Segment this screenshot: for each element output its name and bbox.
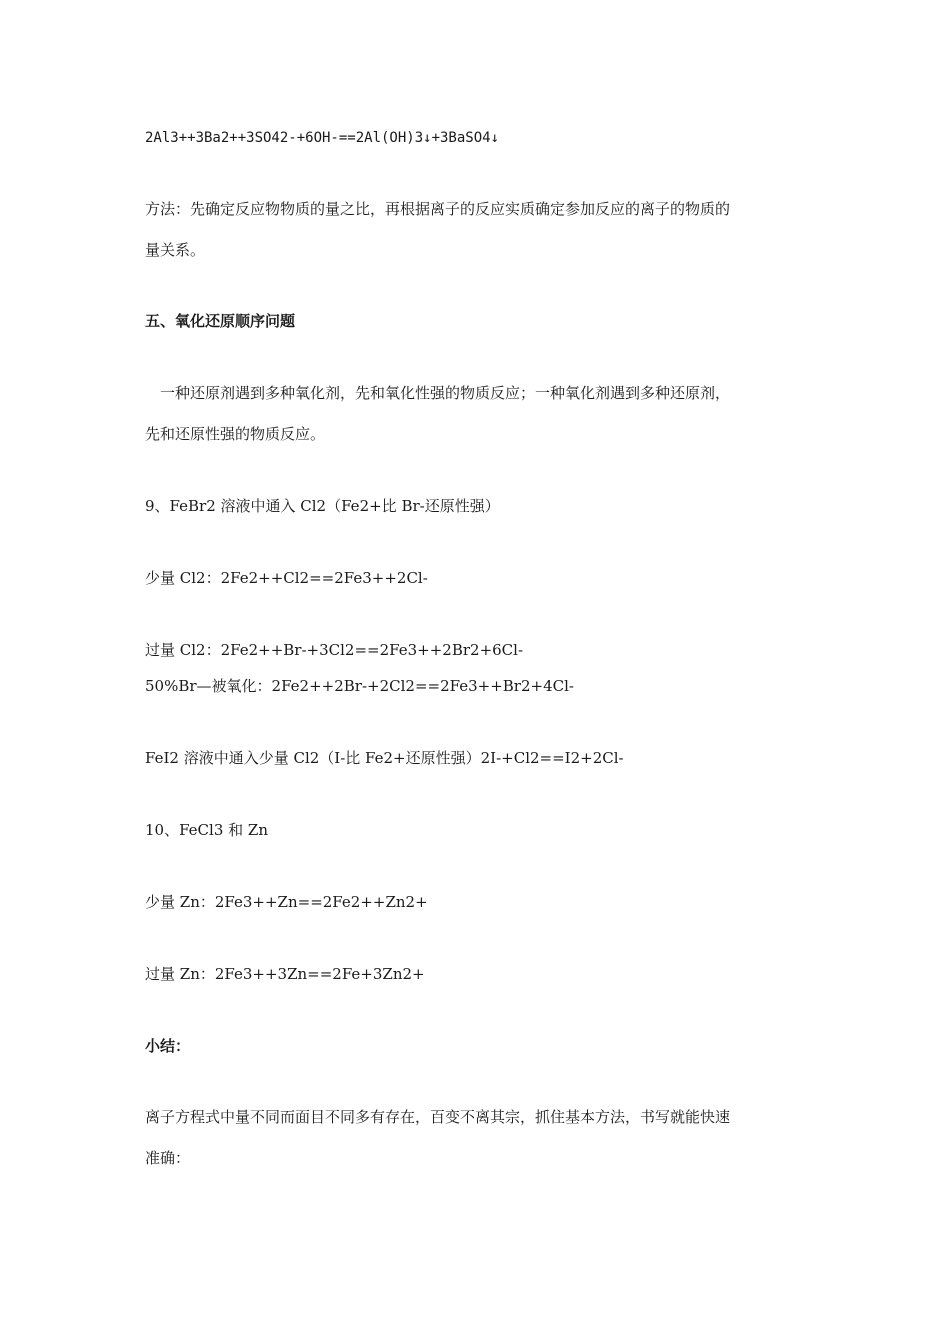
method-paragraph-line1: 方法：先确定反应物物质的量之比，再根据离子的反应实质确定参加反应的离子的物质的	[145, 200, 731, 218]
summary-paragraph-line1: 离子方程式中量不同而面目不同多有存在，百变不离其宗，抓住基本方法，书写就能快速	[145, 1108, 731, 1126]
example-10-small-zn: 少量 Zn：2Fe3++Zn==2Fe2++Zn2+	[145, 893, 428, 911]
redox-paragraph-line2: 先和还原性强的物质反应。	[145, 425, 326, 443]
redox-paragraph-line1: 一种还原剂遇到多种氧化剂，先和氧化性强的物质反应；一种氧化剂遇到多种还原剂，	[160, 384, 731, 402]
summary-paragraph-line2: 准确：	[145, 1149, 191, 1167]
example-9-small-cl2: 少量 Cl2：2Fe2++Cl2==2Fe3++2Cl-	[145, 569, 428, 587]
equation-al-ba: 2Al3++3Ba2++3SO42-+6OH-==2Al(OH)3↓+3BaSO4↓	[145, 130, 500, 146]
example-9-half-br: 50%Br—被氧化：2Fe2++2Br-+2Cl2==2Fe3++Br2+4Cl-	[145, 677, 574, 695]
fei2-example: FeI2 溶液中通入少量 Cl2（I-比 Fe2+还原性强）2I-+Cl2==I2+2Cl-	[145, 749, 624, 767]
summary-heading: 小结：	[145, 1037, 191, 1055]
example-10-title: 10、FeCl3 和 Zn	[145, 821, 268, 839]
example-10-excess-zn: 过量 Zn：2Fe3++3Zn==2Fe+3Zn2+	[145, 965, 425, 983]
example-9-title: 9、FeBr2 溶液中通入 Cl2（Fe2+比 Br-还原性强）	[145, 497, 500, 515]
method-paragraph-line2: 量关系。	[145, 241, 206, 259]
example-9-excess-cl2: 过量 Cl2：2Fe2++Br-+3Cl2==2Fe3++2Br2+6Cl-	[145, 641, 524, 659]
section-heading-redox-order: 五、氧化还原顺序问题	[145, 312, 296, 330]
